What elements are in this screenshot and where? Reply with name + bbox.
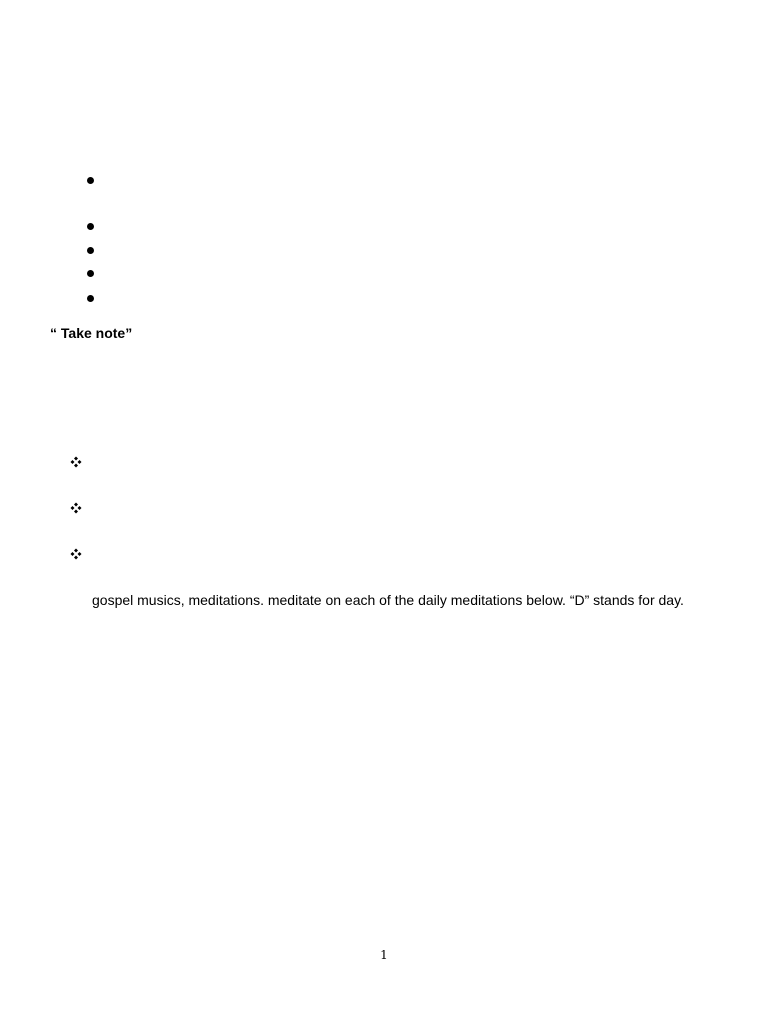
filled-circle-bullet-icon [87, 177, 94, 184]
body-paragraph: gospel musics, meditations. meditate on each of the daily meditations below. “D” stands for day. [92, 592, 684, 608]
four-diamond-bullet-icon [70, 502, 82, 514]
filled-circle-bullet-icon [87, 270, 94, 277]
filled-circle-bullet-icon [87, 295, 94, 302]
filled-circle-bullet-icon [87, 223, 94, 230]
take-note-heading: “ Take note” [50, 325, 133, 341]
page-number: 1 [380, 948, 388, 962]
four-diamond-bullet-icon [70, 456, 82, 468]
filled-circle-bullet-icon [87, 247, 94, 254]
four-diamond-bullet-icon [70, 548, 82, 560]
